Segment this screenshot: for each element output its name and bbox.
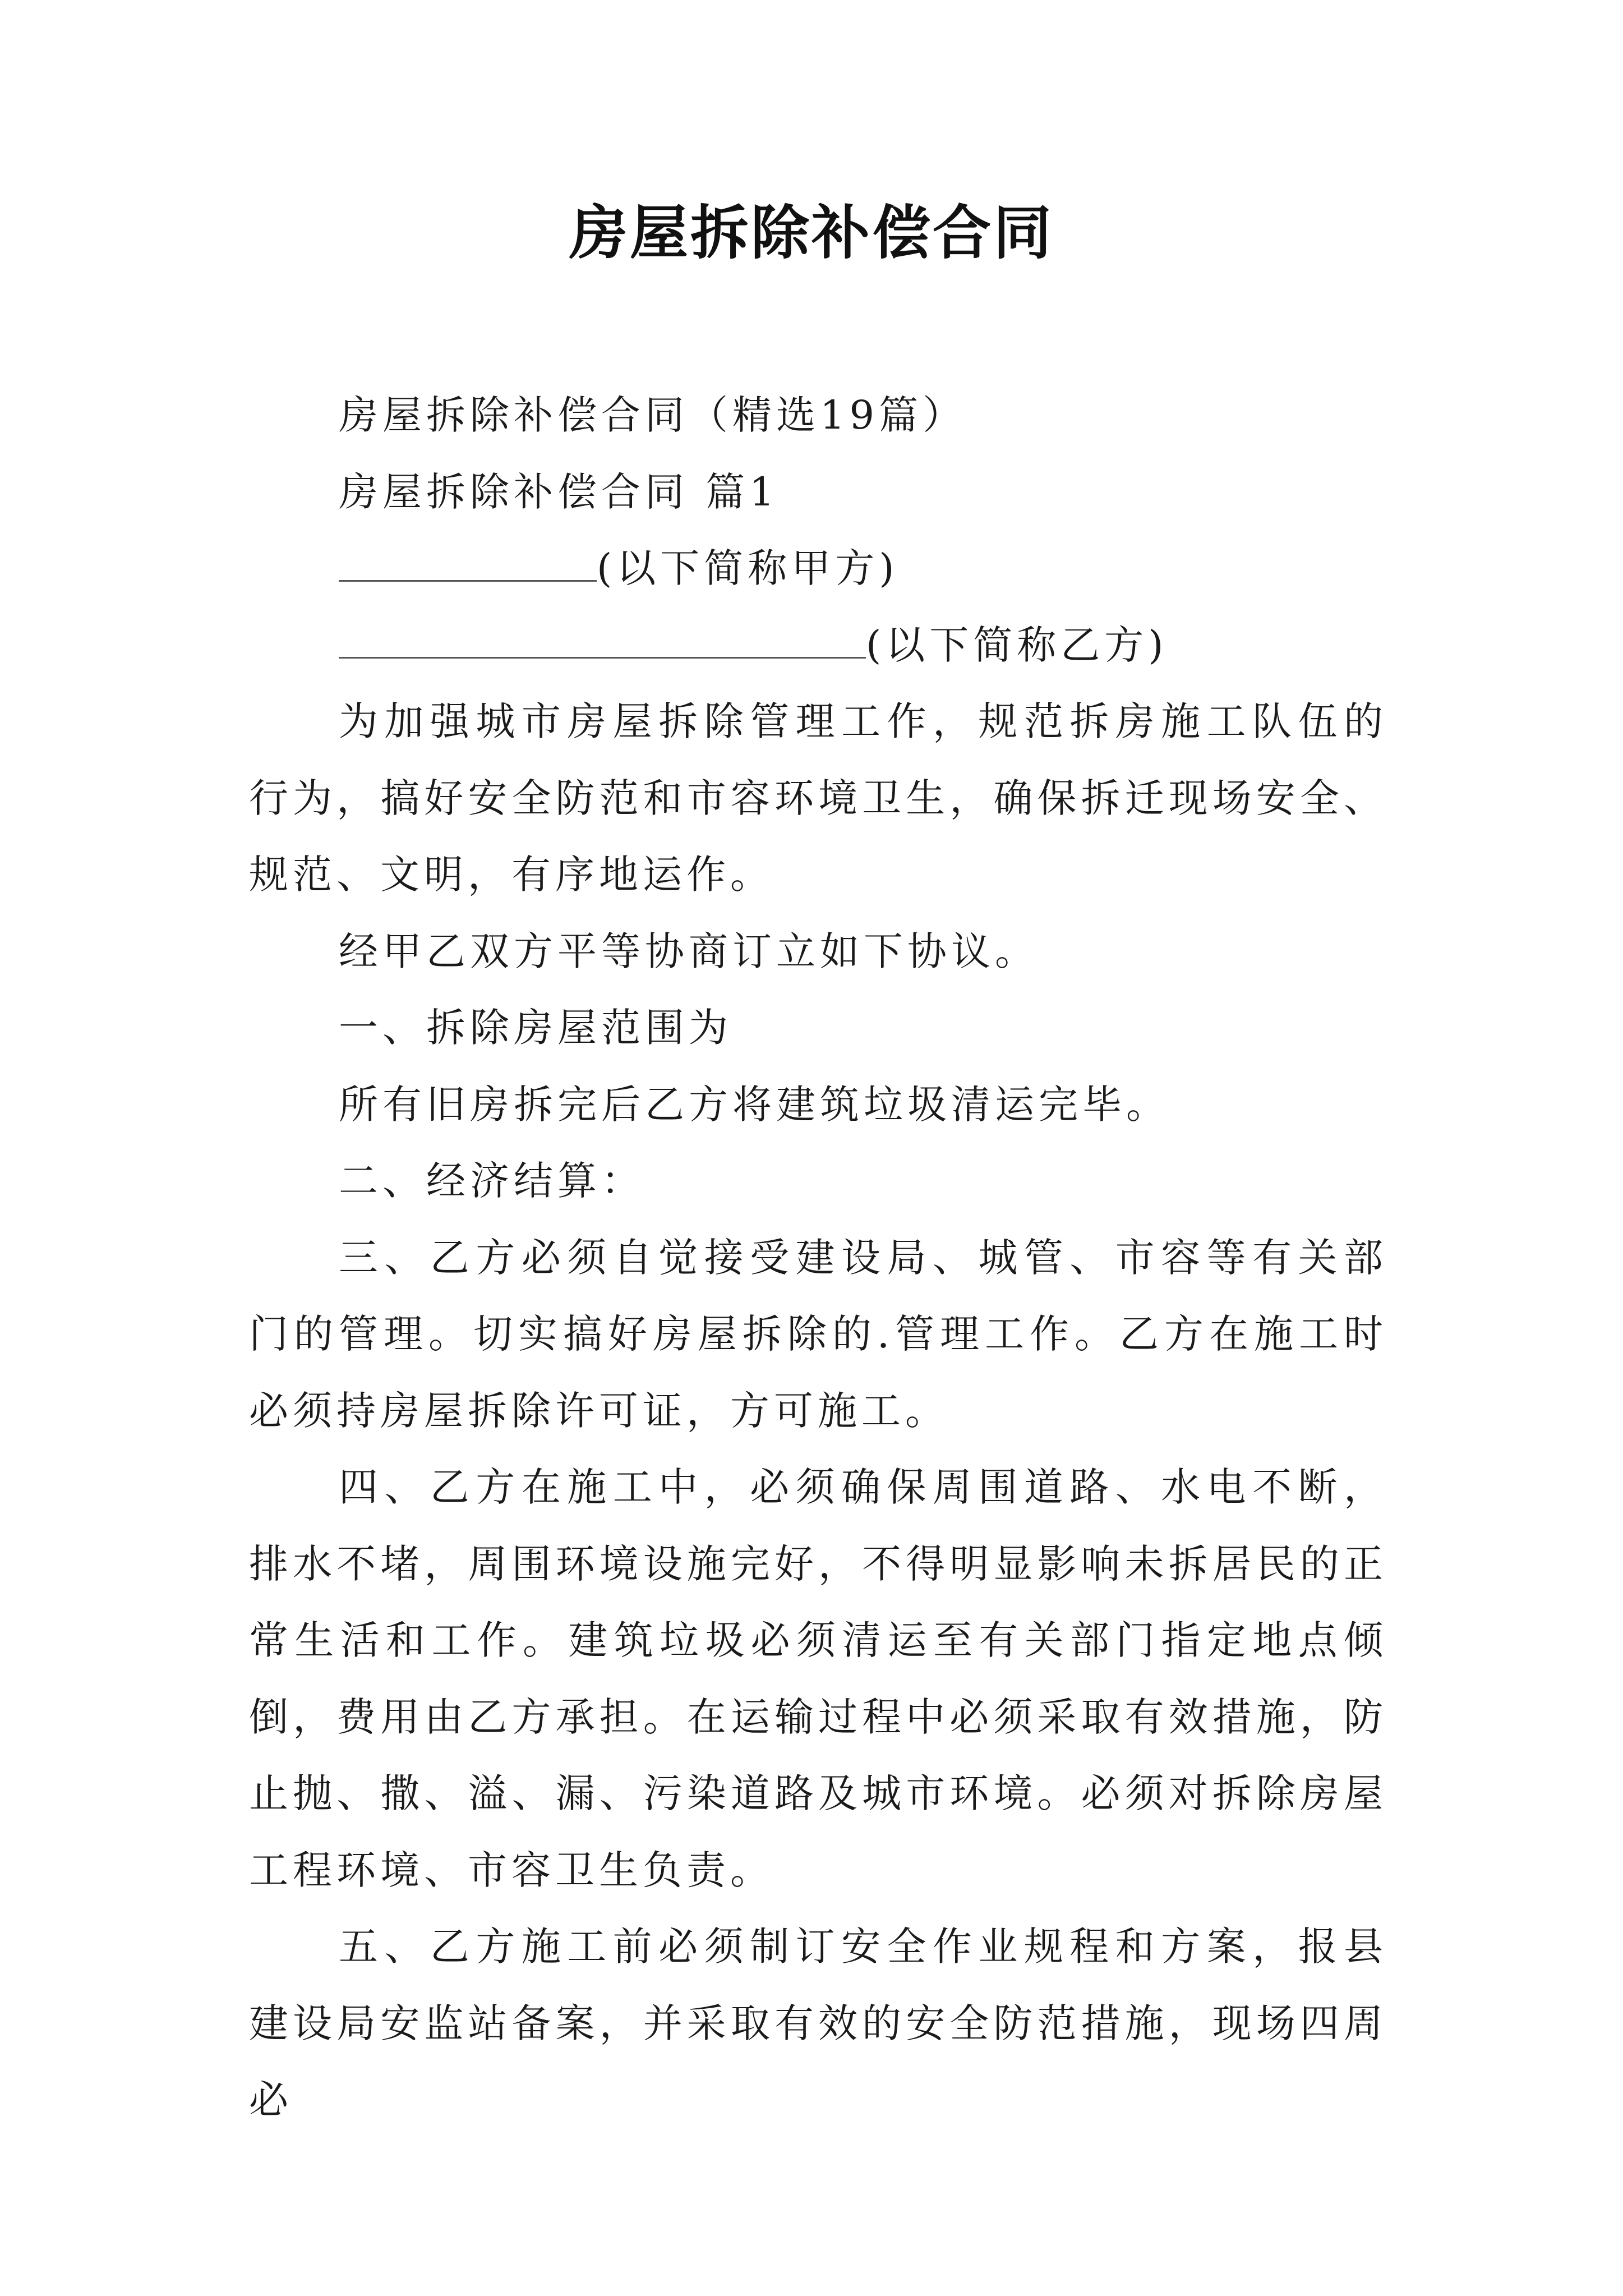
party-a-line	[249, 530, 1387, 607]
document-title: 房屋拆除补偿合同	[569, 198, 1054, 267]
party-a-suffix: (以下简称甲方)	[597, 545, 899, 591]
paragraph-purpose: 为加强城市房屋拆除管理工作，规范拆房施工队伍的行为，搞好安全防范和市容环境卫生，确保拆迁现场安全、规范、文明，有序地运作。	[249, 698, 1387, 898]
party-b-line	[249, 607, 1387, 684]
paragraph-agreement: 经甲乙双方平等协商订立如下协议。	[339, 928, 1039, 974]
document-body	[249, 377, 1387, 2138]
clause-4: 四、乙方在施工中，必须确保周围道路、水电不断，排水不堵，周围环境设施完好，不得明显影响未拆居民的正常生活和工作。建筑垃圾必须清运至有关部门指定地点倾倒，费用由乙方承担。在运输过程中必须采取有效措施，防止抛、撒、溢、漏、污染道路及城市环境。必须对拆除房屋工程环境、市容卫生负责。	[249, 1464, 1387, 1893]
clause-3: 三、乙方必须自觉接受建设局、城管、市容等有关部门的管理。切实搞好房屋拆除的.管理工作。乙方在施工时必须持房屋拆除许可证，方可施工。	[249, 1234, 1387, 1434]
document-subtitle: 房屋拆除补偿合同（精选19篇）	[339, 392, 967, 438]
party-a-blank	[339, 541, 597, 582]
clause-1-heading: 一、拆除房屋范围为	[339, 1005, 732, 1051]
section-heading: 房屋拆除补偿合同 篇1	[339, 468, 779, 515]
clause-2-heading: 二、经济结算：	[339, 1158, 645, 1204]
party-b-blank	[339, 618, 866, 659]
clause-5: 五、乙方施工前必须制订安全作业规程和方案，报县建设局安监站备案，并采取有效的安全防范措施，现场四周必	[249, 1924, 1387, 2123]
clause-1-text: 所有旧房拆完后乙方将建筑垃圾清运完毕。	[339, 1081, 1170, 1128]
party-b-suffix: (以下简称乙方)	[866, 622, 1168, 668]
